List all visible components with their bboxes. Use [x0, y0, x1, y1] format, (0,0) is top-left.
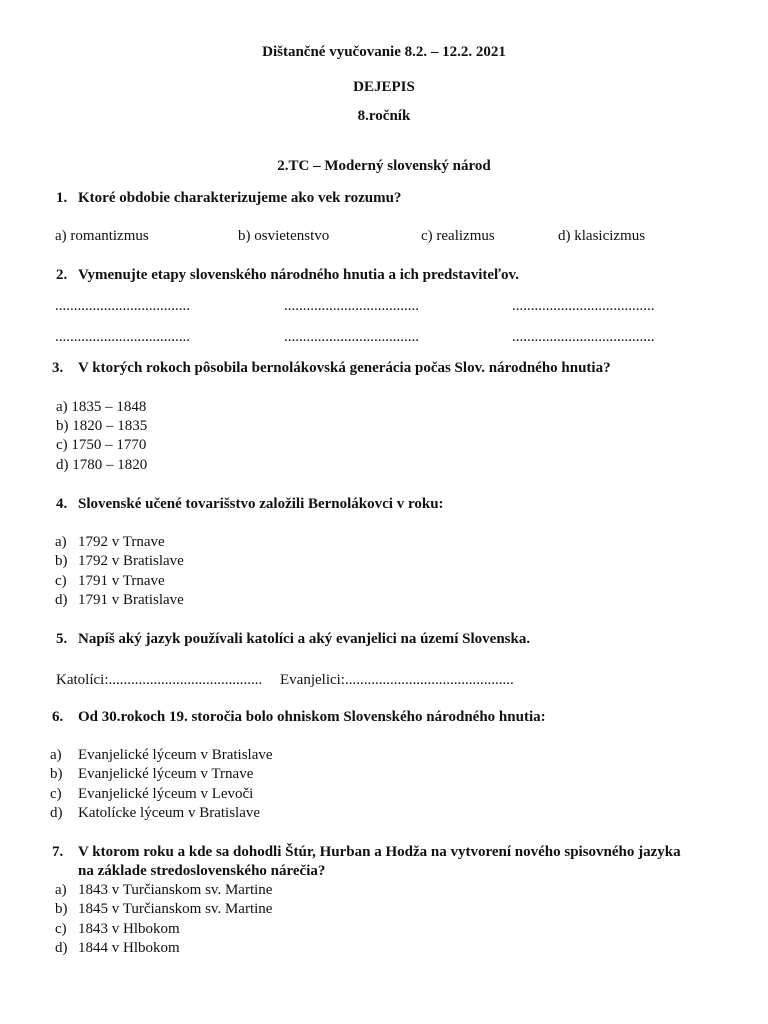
- q1-option-d: d) klasicizmus: [558, 228, 646, 244]
- answer-blank: ....................................: [55, 298, 190, 314]
- q7-option-c-letter: c): [55, 921, 67, 937]
- q7-option-a-letter: a): [55, 882, 67, 898]
- question-6-number: 6.: [52, 709, 64, 725]
- q3-option-a: a) 1835 – 1848: [56, 399, 147, 415]
- q3-option-c: c) 1750 – 1770: [56, 437, 147, 453]
- q7-option-c: 1843 v Hlbokom: [78, 921, 180, 937]
- q4-option-b: 1792 v Bratislave: [78, 553, 184, 569]
- q7-option-b-letter: b): [55, 901, 68, 917]
- question-4-number: 4.: [56, 496, 68, 512]
- q6-option-a: Evanjelické lýceum v Bratislave: [78, 747, 273, 763]
- grade-label: 8.ročník: [357, 108, 411, 124]
- q3-option-b: b) 1820 – 1835: [56, 418, 148, 434]
- q1-option-b: b) osvietenstvo: [238, 228, 330, 244]
- question-5-text: Napíš aký jazyk používali katolíci a aký evanjelici na území Slovenska.: [78, 631, 531, 647]
- evangelicals-answer-line: Evanjelici:.............................................: [280, 672, 514, 688]
- answer-blank: ....................................: [55, 329, 190, 345]
- question-7-text-line2: na základe stredoslovenského nárečia?: [78, 863, 326, 879]
- q4-option-b-letter: b): [55, 553, 68, 569]
- question-3-number: 3.: [52, 360, 64, 376]
- answer-blank: ....................................: [284, 298, 419, 314]
- q1-option-a: a) romantizmus: [55, 228, 149, 244]
- q4-option-d: 1791 v Bratislave: [78, 592, 184, 608]
- q4-option-c-letter: c): [55, 573, 67, 589]
- answer-blank: ......................................: [512, 298, 655, 314]
- question-7-number: 7.: [52, 844, 64, 860]
- question-7-text-line1: V ktorom roku a kde sa dohodli Štúr, Hurban a Hodža na vytvorení nového spisovného jazyka: [78, 844, 681, 860]
- q1-option-c: c) realizmus: [421, 228, 495, 244]
- q3-option-d: d) 1780 – 1820: [56, 457, 148, 473]
- q4-option-a-letter: a): [55, 534, 67, 550]
- question-2-number: 2.: [56, 267, 68, 283]
- q6-option-a-letter: a): [50, 747, 62, 763]
- q4-option-c: 1791 v Trnave: [78, 573, 165, 589]
- question-1-text: Ktoré obdobie charakterizujeme ako vek rozumu?: [78, 190, 402, 206]
- topic-title: 2.TC – Moderný slovenský národ: [277, 158, 491, 174]
- catholics-answer-line: Katolíci:.........................................: [56, 672, 263, 688]
- question-1-number: 1.: [56, 190, 68, 206]
- question-5-number: 5.: [56, 631, 68, 647]
- q6-option-d: Katolícke lýceum v Bratislave: [78, 805, 261, 821]
- q7-option-a: 1843 v Turčianskom sv. Martine: [78, 882, 273, 898]
- header-date-line: Dištančné vyučovanie 8.2. – 12.2. 2021: [262, 44, 506, 60]
- question-3-text: V ktorých rokoch pôsobila bernolákovská generácia počas Slov. národného hnutia?: [78, 360, 611, 376]
- q7-option-d: 1844 v Hlbokom: [78, 940, 180, 956]
- question-6-text: Od 30.rokoch 19. storočia bolo ohniskom Slovenského národného hnutia:: [78, 709, 546, 725]
- question-2-text: Vymenujte etapy slovenského národného hnutia a ich predstaviteľov.: [78, 267, 519, 283]
- q7-option-d-letter: d): [55, 940, 68, 956]
- q4-option-d-letter: d): [55, 592, 68, 608]
- question-4-text: Slovenské učené tovarišstvo založili Bernolákovci v roku:: [78, 496, 444, 512]
- q6-option-b-letter: b): [50, 766, 63, 782]
- q7-option-b: 1845 v Turčianskom sv. Martine: [78, 901, 273, 917]
- q6-option-c-letter: c): [50, 786, 62, 802]
- q6-option-c: Evanjelické lýceum v Levoči: [78, 786, 254, 802]
- q4-option-a: 1792 v Trnave: [78, 534, 165, 550]
- subject-title: DEJEPIS: [353, 79, 415, 95]
- answer-blank: ....................................: [284, 329, 419, 345]
- q6-option-d-letter: d): [50, 805, 63, 821]
- answer-blank: ......................................: [512, 329, 655, 345]
- q6-option-b: Evanjelické lýceum v Trnave: [78, 766, 254, 782]
